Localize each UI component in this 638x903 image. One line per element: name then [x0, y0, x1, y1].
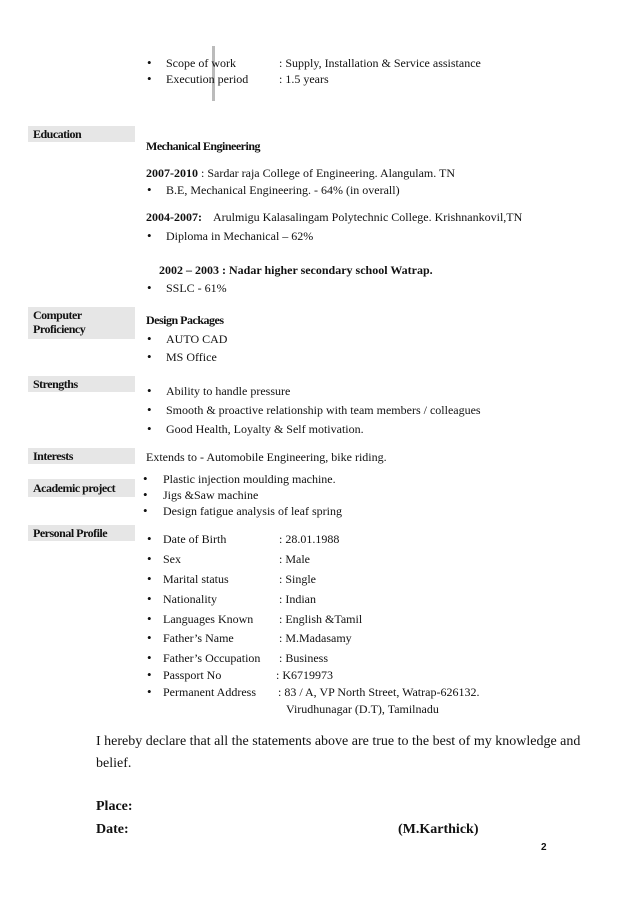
project-scope-value: : Supply, Installation & Service assistance — [279, 56, 481, 70]
strength-item: Smooth & proactive relationship with team members / colleagues — [166, 403, 481, 417]
profile-value-father-occupation: : Business — [279, 651, 329, 665]
project-period-label: Execution period — [166, 72, 249, 86]
bullet-icon: • — [147, 228, 152, 243]
bullet-icon: • — [147, 383, 152, 398]
education-heading: Mechanical Engineering — [146, 139, 260, 153]
section-personal-profile: Personal Profile — [28, 525, 135, 541]
declaration-line-1: I hereby declare that all the statements above are true to the best of my knowledge and — [96, 734, 581, 749]
academic-item: Jigs &Saw machine — [163, 488, 259, 502]
profile-label-father-occupation: Father’s Occupation — [163, 651, 261, 665]
interests-text: Extends to - Automobile Engineering, bike riding. — [146, 450, 387, 464]
bullet-icon: • — [147, 551, 152, 566]
bullet-icon: • — [147, 331, 152, 346]
profile-value-nationality: : Indian — [279, 592, 316, 606]
bullet-icon: • — [147, 667, 152, 682]
education-entry-1-college: : Sardar raja College of Engineering. Alangulam. TN — [198, 166, 456, 180]
education-entry-2-college: Arulmigu Kalasalingam Polytechnic College. Krishnankovil,TN — [213, 210, 523, 224]
bullet-icon: • — [143, 487, 148, 502]
bullet-icon: • — [147, 421, 152, 436]
strength-item: Ability to handle pressure — [166, 384, 291, 398]
education-entry-3-result: SSLC - 61% — [166, 281, 227, 295]
bullet-icon: • — [147, 571, 152, 586]
academic-item: Plastic injection moulding machine. — [163, 472, 336, 486]
bullet-icon: • — [147, 531, 152, 546]
profile-label-father-name: Father’s Name — [163, 631, 234, 645]
computer-item: MS Office — [166, 350, 217, 364]
bullet-icon: • — [147, 591, 152, 606]
profile-value-sex: : Male — [279, 552, 310, 566]
computer-item: AUTO CAD — [166, 332, 228, 346]
section-education: Education — [28, 126, 135, 142]
profile-value-passport: : K6719973 — [276, 668, 333, 682]
bullet-icon: • — [147, 182, 152, 197]
profile-label-sex: Sex — [163, 552, 181, 566]
bullet-icon: • — [147, 349, 152, 364]
date-label: Date: — [96, 822, 129, 837]
profile-label-languages: Languages Known — [163, 612, 254, 626]
education-entry-1-degree: B.E, Mechanical Engineering. - 64% (in overall) — [166, 183, 400, 197]
declaration-line-2: belief. — [96, 756, 132, 771]
project-scope-label: Scope of work — [166, 56, 236, 70]
bullet-icon: • — [147, 280, 152, 295]
bullet-icon: • — [147, 684, 152, 699]
education-entry-3: 2002 – 2003 : Nadar higher secondary school Watrap. — [159, 263, 433, 277]
bullet-icon: • — [147, 630, 152, 645]
project-period-value: : 1.5 years — [279, 72, 329, 86]
bullet-icon: • — [147, 71, 152, 86]
education-entry-2-degree: Diploma in Mechanical – 62% — [166, 229, 314, 243]
profile-value-address: : 83 / A, VP North Street, Watrap-626132. — [278, 685, 480, 699]
profile-value-address-line2: Virudhunagar (D.T), Tamilnadu — [286, 702, 439, 716]
profile-value-dob: : 28.01.1988 — [279, 532, 340, 546]
academic-item: Design fatigue analysis of leaf spring — [163, 504, 342, 518]
bullet-icon: • — [147, 55, 152, 70]
place-label: Place: — [96, 799, 133, 814]
section-computer-proficiency: Computer Proficiency — [28, 307, 135, 339]
profile-value-marital: : Single — [279, 572, 317, 586]
bullet-icon: • — [147, 650, 152, 665]
profile-label-dob: Date of Birth — [163, 532, 227, 546]
strength-item: Good Health, Loyalty & Self motivation. — [166, 422, 364, 436]
section-strengths: Strengths — [28, 376, 135, 392]
profile-label-marital: Marital status — [163, 572, 229, 586]
profile-label-address: Permanent Address — [163, 685, 256, 699]
section-interests: Interests — [28, 448, 135, 464]
signature-name: (M.Karthick) — [398, 822, 479, 837]
bullet-icon: • — [147, 402, 152, 417]
bullet-icon: • — [147, 611, 152, 626]
page-number: 2 — [541, 842, 547, 853]
profile-value-father-name: : M.Madasamy — [279, 631, 352, 645]
education-entry-2-years: 2004-2007: — [146, 210, 202, 224]
bullet-icon: • — [143, 471, 148, 486]
education-entry-1-years: 2007-2010 — [146, 166, 198, 180]
section-academic-project: Academic project — [28, 479, 135, 497]
bullet-icon: • — [143, 503, 148, 518]
profile-value-languages: : English &Tamil — [279, 612, 363, 626]
education-entry-1 — [146, 166, 455, 181]
computer-heading: Design Packages — [146, 313, 224, 327]
profile-label-passport: Passport No — [163, 668, 222, 682]
profile-label-nationality: Nationality — [163, 592, 217, 606]
